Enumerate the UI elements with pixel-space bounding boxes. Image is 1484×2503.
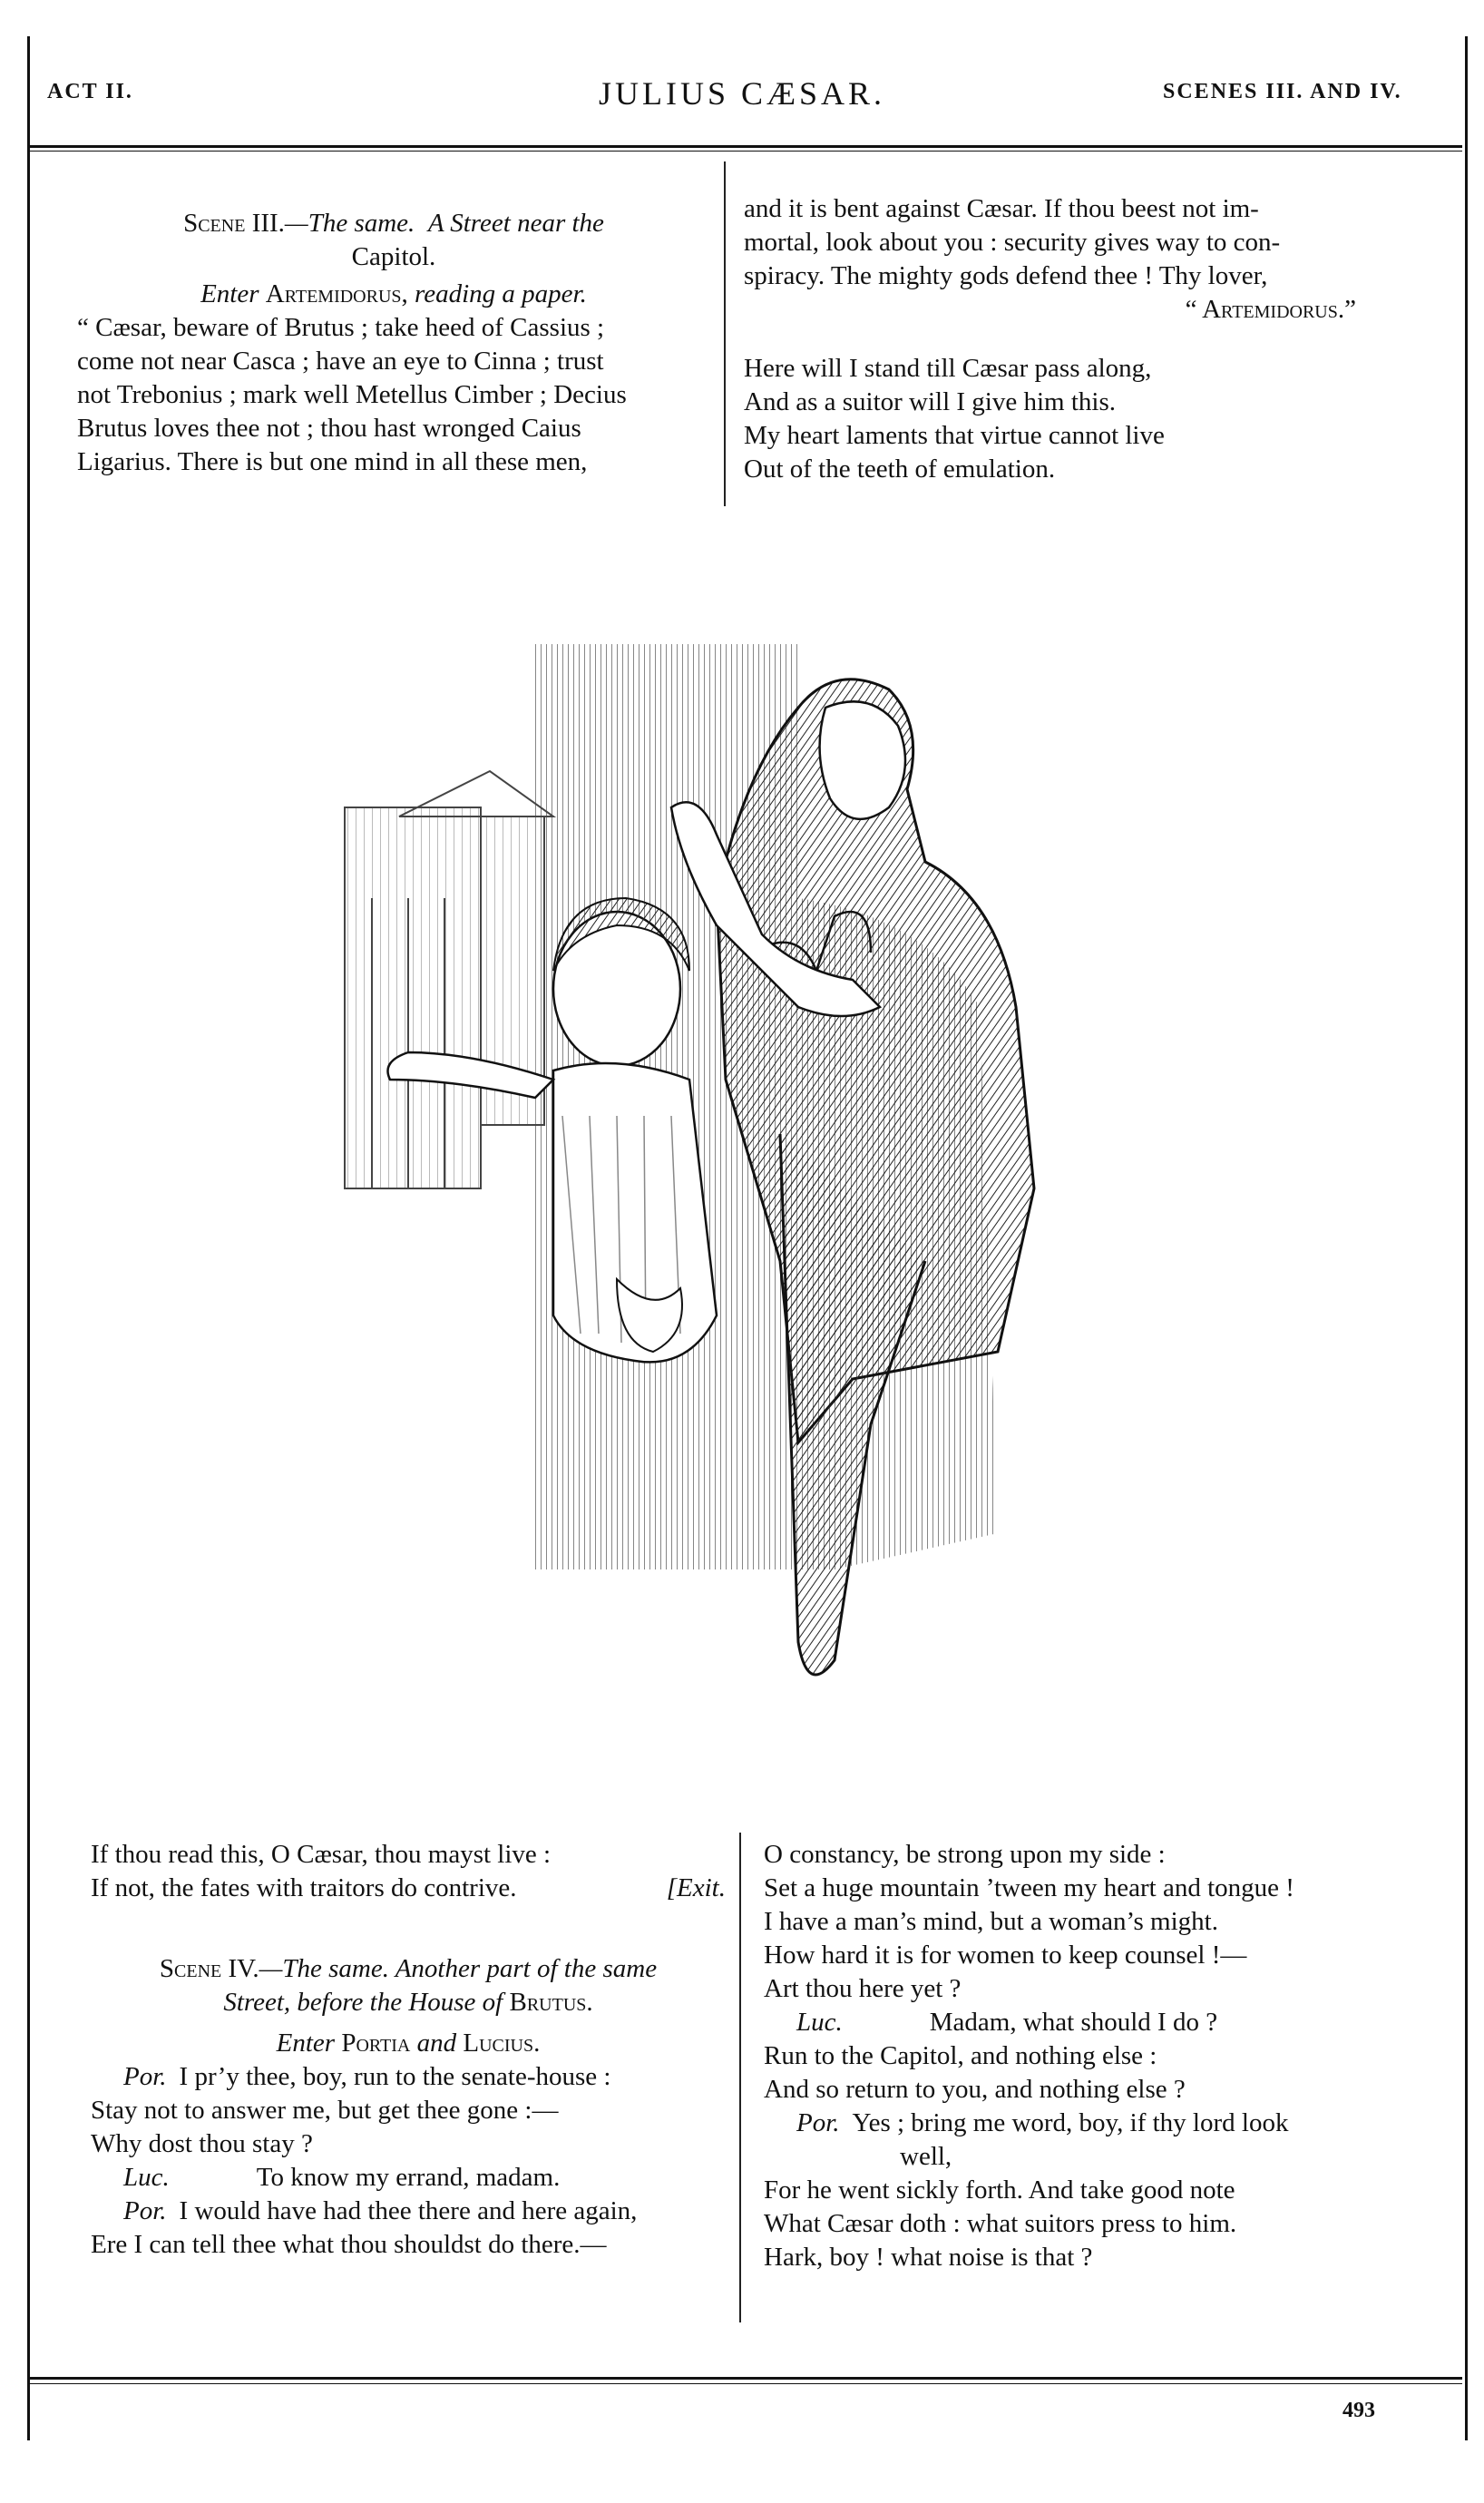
temple-building [345, 771, 553, 1188]
verse-line: My heart laments that virtue cannot live [744, 421, 1165, 450]
column-divider-top [724, 161, 726, 506]
dialogue-text: I would have had thee there and here again, [179, 2196, 638, 2225]
dialogue-line [764, 1905, 1399, 1939]
engraving-illustration [290, 626, 1161, 1769]
dialogue-line [764, 1838, 1399, 1872]
dialogue-text: Hark, boy ! what noise is that ? [764, 2243, 1093, 2272]
letter-line: mortal, look about you : security gives way to con- [744, 228, 1281, 257]
dialogue-line [764, 1972, 1399, 2006]
dialogue-line [764, 2207, 1399, 2241]
verse-line: If thou read this, O Cæsar, thou mayst live : [91, 1840, 552, 1869]
column-divider-bottom [739, 1833, 741, 2322]
speaker-name: Luc. [123, 2163, 170, 2192]
dialogue-text: Stay not to answer me, but get thee gone :— [91, 2096, 559, 2125]
dialogue-text: I pr’y thee, boy, run to the senate-house : [179, 2062, 611, 2091]
dialogue-line [764, 2039, 1399, 2073]
letter-line: and it is bent against Cæsar. If thou beest not im- [744, 194, 1259, 223]
dialogue-line [764, 1939, 1399, 1972]
dialogue-text: How hard it is for women to keep counsel !— [764, 1941, 1247, 1970]
letter-text-left [77, 311, 710, 479]
running-head-scenes: SCENES III. AND IV. [1163, 80, 1402, 103]
scene4-dialogue-left [91, 2060, 726, 2262]
running-head-title: JULIUS CÆSAR. [598, 75, 886, 112]
dialogue-text: Art thou here yet ? [764, 1974, 962, 2003]
dialogue-text: Yes ; bring me word, boy, if thy lord look [852, 2108, 1289, 2137]
scene4-dialogue-right [764, 1838, 1399, 2274]
header-rule-thin [27, 151, 1462, 152]
dialogue-line [764, 2174, 1399, 2207]
scene3-heading-cont: Capitol. [351, 242, 436, 271]
letter-signature: “ Artemidorus.” [1185, 295, 1356, 324]
speaker-name: Luc. [796, 2008, 843, 2037]
dialogue-line [764, 2006, 1399, 2039]
letter-line: “ Cæsar, beware of Brutus ; take heed of Cassius ; [77, 313, 605, 342]
dialogue-line [91, 2094, 726, 2127]
letter-line: Ligarius. There is but one mind in all these men, [77, 447, 588, 476]
scene3-stage-direction: Enter Artemidorus, reading a paper. [200, 279, 587, 308]
dialogue-line [764, 2241, 1399, 2274]
speaker-name: Por. [123, 2062, 167, 2091]
verse-line: Here will I stand till Cæsar pass along, [744, 354, 1152, 383]
dialogue-line [764, 1872, 1399, 1905]
dialogue-text: O constancy, be strong upon my side : [764, 1840, 1166, 1869]
lower-left-column [91, 1838, 726, 2262]
verse-line: And as a suitor will I give him this. [744, 387, 1116, 416]
dialogue-line [764, 2140, 1399, 2174]
dialogue-line [91, 2060, 726, 2094]
scene4-heading: Scene IV.—The same. Another part of the same [159, 1954, 658, 1983]
letter-line: Brutus loves thee not ; thou hast wronged Caius [77, 414, 581, 443]
dialogue-text: To know my errand, madam. [256, 2163, 561, 2192]
dialogue-line [764, 2073, 1399, 2107]
dialogue-line [91, 2195, 726, 2228]
dialogue-text: I have a man’s mind, but a woman’s might. [764, 1907, 1218, 1936]
speaker-name: Por. [123, 2196, 167, 2225]
letter-text-right [744, 192, 1379, 293]
speaker-name: Por. [796, 2108, 840, 2137]
scene3-heading: Scene III.—The same. A Street near the [183, 209, 604, 238]
verse-line: Out of the teeth of emulation. [744, 455, 1056, 484]
scene3-right-column [744, 192, 1379, 486]
letter-line: not Trebonius ; mark well Metellus Cimber ; Decius [77, 380, 627, 409]
scene4-stage-direction: Enter Portia and Lucius. [276, 2029, 541, 2058]
dialogue-line [91, 2161, 726, 2195]
dialogue-line [91, 2228, 726, 2262]
page-number: 493 [1342, 2399, 1375, 2422]
letter-line: come not near Casca ; have an eye to Cinna ; trust [77, 347, 604, 376]
verse-line-with-exit: If not, the fates with traitors do contrive. [Exit. [91, 1873, 726, 1902]
dialogue-text: Why dost thou stay ? [91, 2129, 313, 2158]
scene4-heading-cont: Street, before the House of Brutus. [223, 1988, 593, 2017]
scene3-verse [744, 352, 1379, 486]
dialogue-text: And so return to you, and nothing else ? [764, 2075, 1186, 2104]
dialogue-text: For he went sickly forth. And take good note [764, 2175, 1235, 2205]
dialogue-text: What Cæsar doth : what suitors press to him. [764, 2209, 1237, 2238]
letter-line: spiracy. The mighty gods defend thee ! Thy lover, [744, 261, 1268, 290]
dialogue-text: well, [900, 2142, 952, 2171]
dialogue-text: Ere I can tell thee what thou shouldst do there.— [91, 2230, 607, 2259]
header-rule [27, 145, 1462, 148]
dialogue-text: Set a huge mountain ’tween my heart and tongue ! [764, 1873, 1294, 1902]
dialogue-line [764, 2107, 1399, 2140]
dialogue-text: Run to the Capitol, and nothing else : [764, 2041, 1157, 2070]
lower-right-column [764, 1838, 1399, 2274]
dialogue-line [91, 2127, 726, 2161]
scene3-left-column [77, 207, 710, 479]
footer-rule-thin [27, 2383, 1462, 2384]
dialogue-text: Madam, what should I do ? [929, 2008, 1218, 2037]
running-head-act: ACT II. [47, 80, 133, 103]
footer-rule [27, 2377, 1462, 2380]
